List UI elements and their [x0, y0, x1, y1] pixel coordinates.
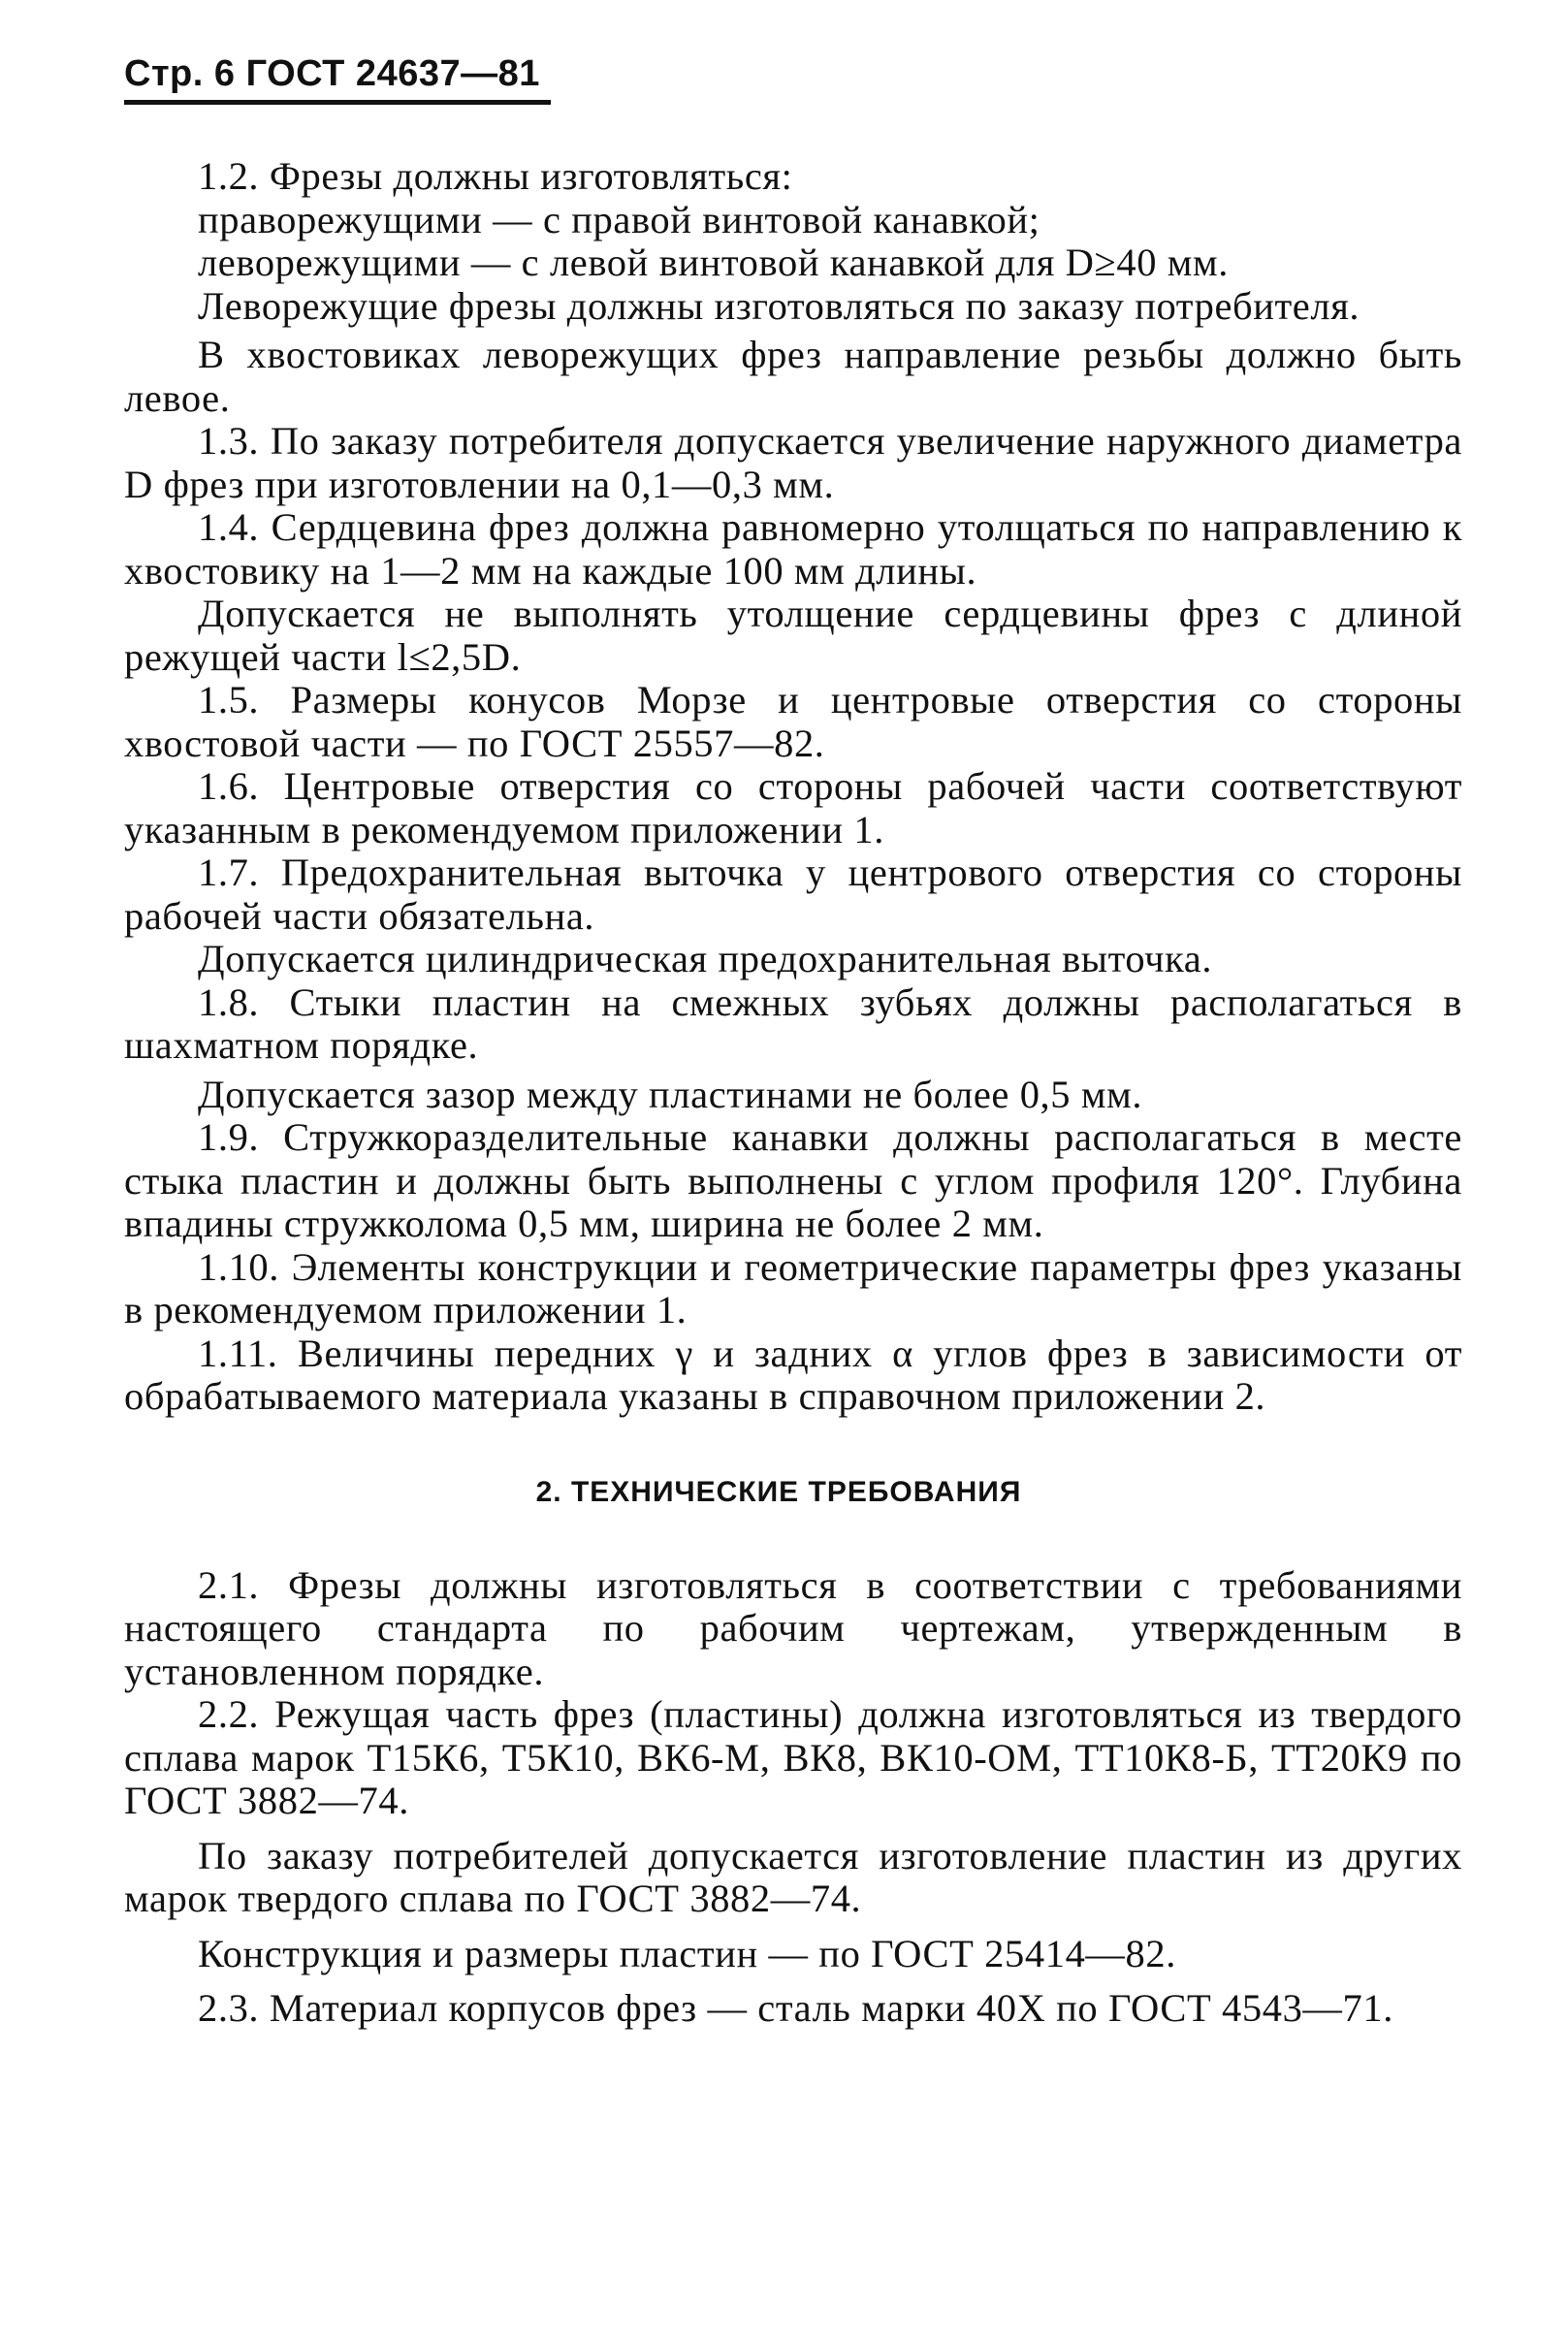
paragraph-left-hand-order: Леворежущие фрезы должны изготовляться по заказу потребителя.: [198, 283, 1360, 328]
paragraph-1-5: 1.5. Размеры конусов Морзе и центровые отверстия со стороны хвостовой части — по ГОСТ 25557—82.: [124, 678, 1462, 765]
paragraph-1-10: 1.10. Элементы конструкции и геометрические параметры фрез указаны в рекомендуемом приложении 1.: [124, 1244, 1462, 1332]
paragraph-2-2: 2.2. Режущая часть фрез (пластины) должна изготовляться из твердого сплава марок Т15К6, Т5К10, ВК6-М, ВК8, ВК10-ОМ, ТТ10К8-Б, ТТ20К9 по ГОСТ 3882—74.: [124, 1692, 1462, 1822]
paragraph-2-3: 2.3. Материал корпусов фрез — сталь марки 40Х по ГОСТ 4543—71.: [198, 1986, 1393, 2030]
paragraph-1-6: 1.6. Центровые отверстия со стороны рабочей части соответствуют указанным в рекомендуемом приложении 1.: [124, 764, 1462, 851]
paragraph-1-9: 1.9. Стружкоразделительные канавки должны располагаться в месте стыка пластин и должны быть выполнены с углом профиля 120°. Глубина впадины стружколома 0,5 мм, ширина не более 2 мм.: [124, 1115, 1462, 1245]
paragraph-plate-design: Конструкция и размеры пластин — по ГОСТ 25414—82.: [198, 1931, 1176, 1975]
paragraph-right-hand: праворежущими — с правой винтовой канавкой;: [198, 197, 1040, 241]
paragraph-2-1: 2.1. Фрезы должны изготовляться в соответствии с требованиями настоящего стандарта по рабочим чертежам, утвержденным в установленном порядке.: [124, 1562, 1462, 1693]
paragraph-shank-thread: В хвостовиках леворежущих фрез направление резьбы должно быть левое.: [124, 333, 1462, 420]
header-rule: [124, 100, 551, 105]
paragraph-1-7: 1.7. Предохранительная выточка у центрового отверстия со стороны рабочей части обязательна.: [124, 851, 1462, 938]
paragraph-1-4: 1.4. Сердцевина фрез должна равномерно утолщаться по направлению к хвостовику на 1—2 мм на каждые 100 мм длины.: [124, 505, 1462, 593]
section-title: 2. ТЕХНИЧЕСКИЕ ТРЕБОВАНИЯ: [535, 1475, 1022, 1508]
paragraph-gap-allowed: Допускается зазор между пластинами не более 0,5 мм.: [198, 1072, 1143, 1116]
paragraph-core-thickening: Допускается не выполнять утолщение сердцевины фрез с длиной режущей части l≤2,5D.: [124, 592, 1462, 679]
paragraph-cylindrical-recess: Допускается цилиндрическая предохранительная выточка.: [198, 937, 1213, 980]
paragraph-1-8: 1.8. Стыки пластин на смежных зубьях должны располагаться в шахматном порядке.: [124, 979, 1462, 1067]
paragraph-1-2: 1.2. Фрезы должны изготовляться:: [198, 154, 793, 198]
paragraph-1-3: 1.3. По заказу потребителя допускается увеличение наружного диаметра D фрез при изготовлении на 0,1—0,3 мм.: [124, 419, 1462, 506]
paragraph-1-11: 1.11. Величины передних γ и задних α углов фрез в зависимости от обрабатываемого материала указаны в справочном приложении 2.: [124, 1331, 1462, 1418]
document-body: [124, 155, 1462, 2031]
page-header: Стр. 6 ГОСТ 24637—81: [124, 53, 540, 94]
paragraph-other-grades: По заказу потребителей допускается изготовление пластин из других марок твердого сплава по ГОСТ 3882—74.: [124, 1833, 1462, 1920]
paragraph-left-hand: леворежущими — с левой винтовой канавкой для D≥40 мм.: [198, 241, 1229, 284]
